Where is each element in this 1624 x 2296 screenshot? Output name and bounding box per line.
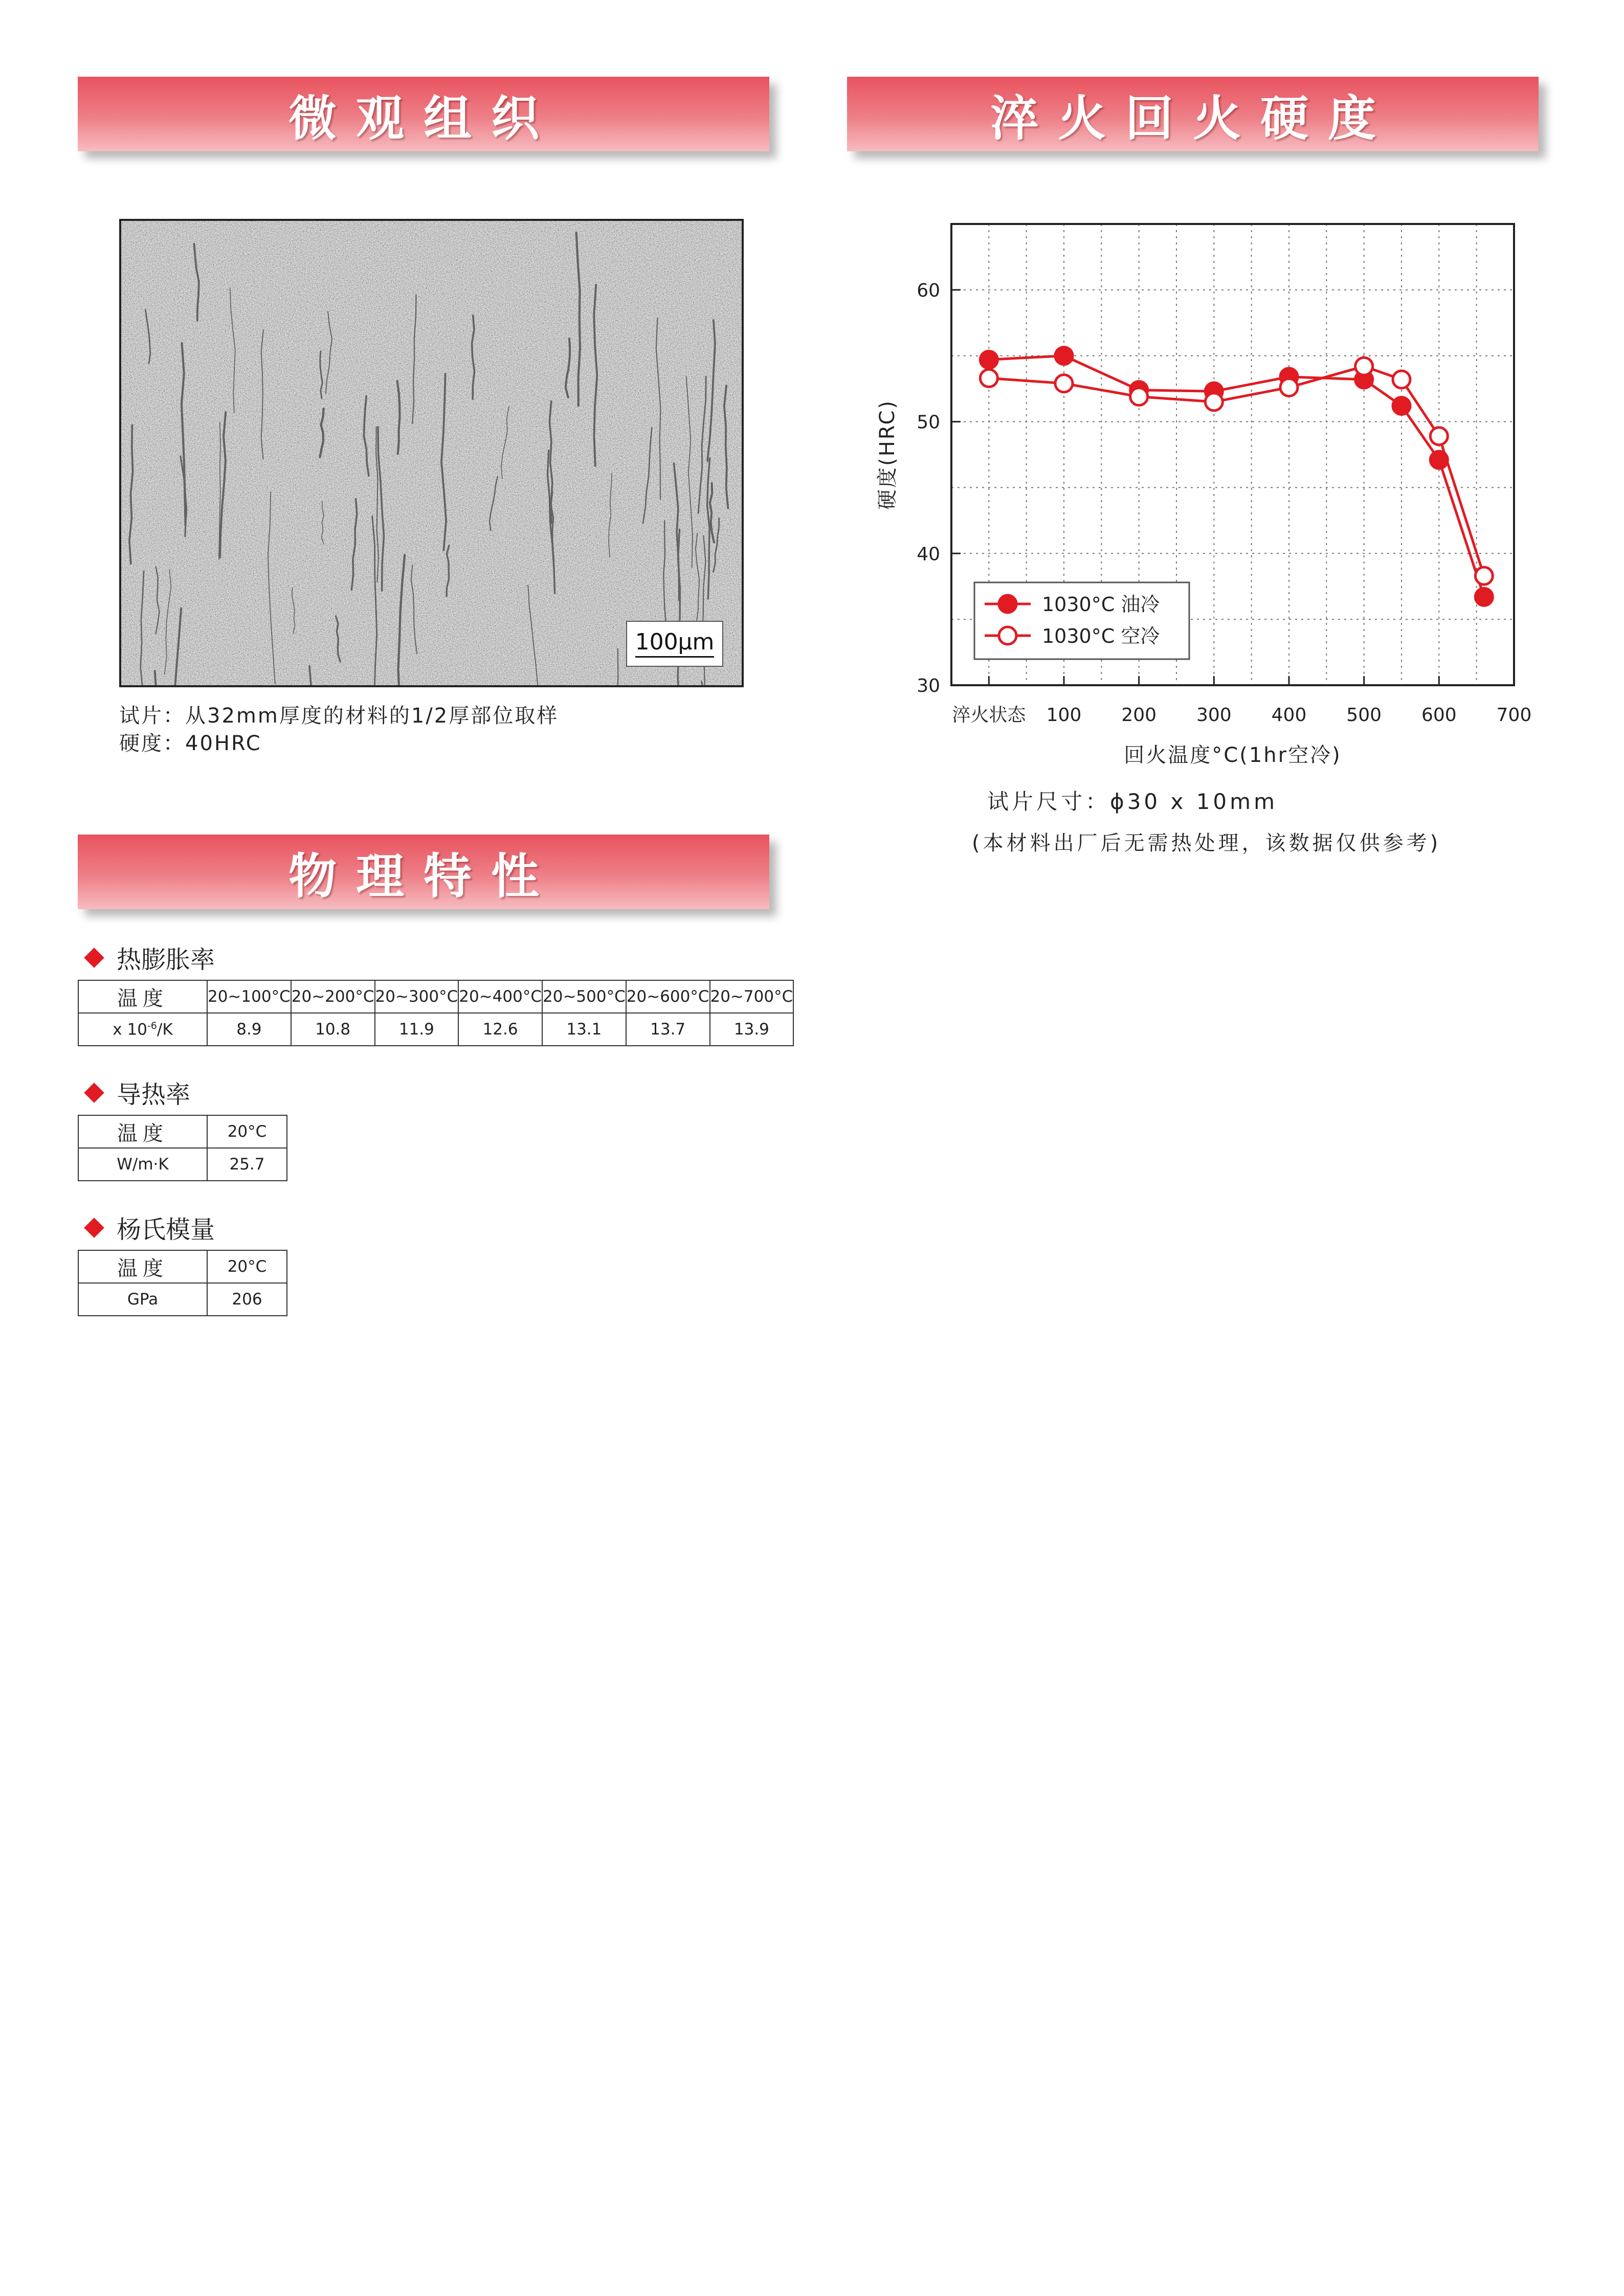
microstructure-photo xyxy=(119,219,744,687)
diamond-bullet-icon xyxy=(84,1083,104,1103)
scale-bar xyxy=(626,621,723,667)
data-point xyxy=(1205,393,1222,411)
data-point xyxy=(1430,451,1448,468)
x-tick-label: 300 xyxy=(1196,705,1232,726)
data-point xyxy=(1055,347,1073,365)
temper-section-title: 淬火回火硬度 xyxy=(990,91,1395,147)
x-tick-label: 400 xyxy=(1271,705,1307,726)
physical-section-banner xyxy=(78,835,769,909)
thermal-expansion-title: 热膨胀率 xyxy=(117,946,215,974)
micro-note-sample: 试片：从32mm厚度的材料的1/2厚部位取样 xyxy=(119,704,559,728)
unit-suffix: /K xyxy=(157,1020,173,1039)
series-line xyxy=(989,366,1484,576)
chart-note-specimen: 试片尺寸：ϕ30 x 10mm xyxy=(987,789,1278,814)
tempering-hardness-chart xyxy=(849,205,1534,869)
table-row xyxy=(78,980,793,1013)
data-point xyxy=(980,351,997,368)
column-header: 20~600°C xyxy=(626,980,710,1013)
table-cell: 25.7 xyxy=(207,1148,287,1181)
legend-marker xyxy=(999,627,1016,644)
column-header: 20°C xyxy=(207,1250,287,1283)
y-tick-label: 40 xyxy=(917,544,940,565)
table-cell: 206 xyxy=(207,1283,287,1316)
data-point xyxy=(1430,427,1448,445)
column-header: 20~200°C xyxy=(291,980,375,1013)
micro-section-title: 微观组织 xyxy=(288,91,559,147)
data-point xyxy=(1280,379,1298,396)
chart-note-disclaimer: (本材料出厂后无需热处理，该数据仅供参考) xyxy=(972,831,1441,855)
x-tick-label: 100 xyxy=(1046,705,1082,726)
youngs-modulus-title: 杨氏模量 xyxy=(117,1215,215,1244)
row-header-unit xyxy=(78,1013,207,1046)
physical-section-title: 物理特性 xyxy=(288,848,559,905)
y-tick-label: 30 xyxy=(917,676,940,696)
micro-note-hardness: 硬度：40HRC xyxy=(119,732,262,755)
table-row xyxy=(78,1283,287,1316)
thermal-expansion-table xyxy=(78,980,794,1046)
thermal-conductivity-heading xyxy=(78,1075,190,1110)
data-point xyxy=(1055,375,1073,392)
data-point xyxy=(1355,357,1373,375)
column-header: 20~700°C xyxy=(710,980,794,1013)
table-cell: 13.7 xyxy=(626,1013,710,1046)
thermal-conductivity-table xyxy=(78,1115,287,1181)
legend-marker xyxy=(999,595,1016,613)
data-point xyxy=(1475,588,1493,605)
table-row xyxy=(78,1013,793,1046)
data-point xyxy=(1393,397,1410,415)
x-tick-label: 淬火状态 xyxy=(952,705,1026,726)
column-header: 20~300°C xyxy=(375,980,459,1013)
row-header-unit: W/m·K xyxy=(78,1148,207,1181)
youngs-modulus-heading xyxy=(78,1210,215,1245)
x-axis-label: 回火温度°C(1hr空冷) xyxy=(1124,744,1342,767)
table-cell: 10.8 xyxy=(291,1013,375,1046)
column-header: 20°C xyxy=(207,1115,287,1148)
table-cell: 8.9 xyxy=(207,1013,291,1046)
table-cell: 11.9 xyxy=(375,1013,459,1046)
thermal-conductivity-title: 导热率 xyxy=(117,1081,191,1109)
diamond-bullet-icon xyxy=(84,948,104,968)
table-cell: 13.9 xyxy=(710,1013,794,1046)
x-tick-label: 700 xyxy=(1496,705,1532,726)
data-point xyxy=(1475,567,1493,584)
scale-bar-label: 100μm xyxy=(635,630,715,657)
y-tick-label: 50 xyxy=(917,412,940,433)
legend-label: 1030°C 空冷 xyxy=(1042,624,1160,647)
table-cell: 13.1 xyxy=(542,1013,626,1046)
legend-label: 1030°C 油冷 xyxy=(1042,593,1160,616)
youngs-modulus-table xyxy=(78,1250,287,1316)
microstructure-texture xyxy=(121,221,742,685)
data-point xyxy=(980,370,997,387)
temper-section-banner xyxy=(847,77,1539,151)
unit-exponent: -6 xyxy=(147,1020,157,1031)
table-row xyxy=(78,1148,287,1181)
data-point xyxy=(1130,388,1148,406)
data-point xyxy=(1393,371,1410,388)
diamond-bullet-icon xyxy=(84,1218,104,1238)
thermal-expansion-heading xyxy=(78,940,215,975)
column-header: 20~500°C xyxy=(542,980,626,1013)
row-header-unit: GPa xyxy=(78,1283,207,1316)
x-tick-label: 500 xyxy=(1346,705,1382,726)
table-row xyxy=(78,1250,287,1283)
row-header-temperature: 温度 xyxy=(78,1250,207,1283)
y-axis-label: 硬度(HRC) xyxy=(876,399,899,510)
x-tick-label: 600 xyxy=(1421,705,1457,726)
table-row xyxy=(78,1115,287,1148)
y-tick-label: 60 xyxy=(917,280,940,301)
unit-base: x 10 xyxy=(113,1020,147,1039)
column-header: 20~400°C xyxy=(458,980,542,1013)
column-header: 20~100°C xyxy=(207,980,291,1013)
row-header-temperature: 温度 xyxy=(78,980,207,1013)
x-tick-label: 200 xyxy=(1121,705,1157,726)
row-header-temperature: 温度 xyxy=(78,1115,207,1148)
micro-section-banner xyxy=(78,77,769,151)
table-cell: 12.6 xyxy=(458,1013,542,1046)
